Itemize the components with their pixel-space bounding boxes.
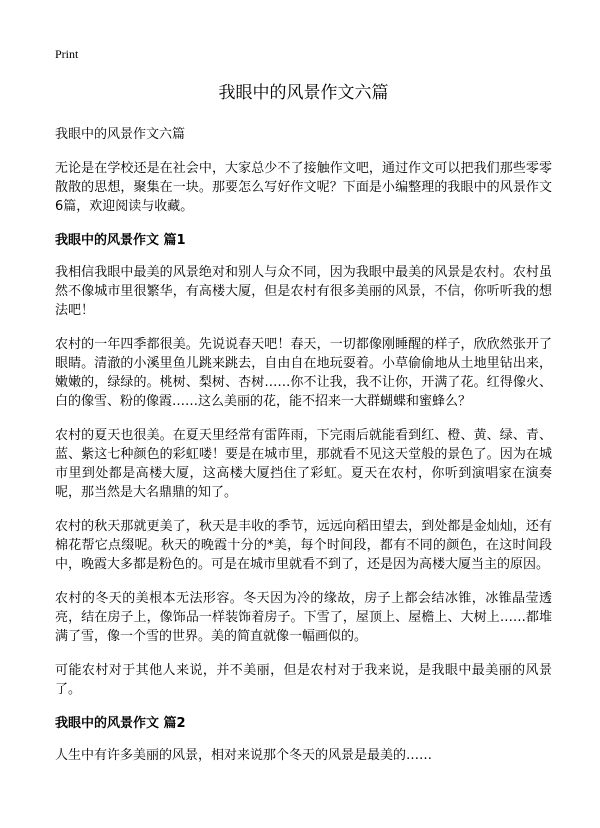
paragraph: 农村的冬天的美根本无法形容。冬天因为冷的缘故，房子上都会结冰锥，冰锥晶莹透亮，结在房子上，像饰品一样装饰着房子。下雪了，屋顶上、屋檐上、大树上……都堆满了雪，像一个雪的世界。美的简直就像一幅画似的。 [55, 591, 552, 644]
paragraph: 农村的夏天也很美。在夏天里经常有雷阵雨，下完雨后就能看到红、橙、黄、绿、青、蓝、紫这七种颜色的彩虹喽！要是在城市里，那就看不见这天堂般的景色了。因为在城市里到处都是高楼大厦，这高楼大厦挡住了彩虹。夏天在农村，你听到演唱家在演奏呢，那当然是大名鼎鼎的知了。 [55, 428, 552, 500]
paragraph: 农村的秋天那就更美了，秋天是丰收的季节，远远向稻田望去，到处都是金灿灿，还有棉花帮它点缀呢。秋天的晚霞十分的*美，每个时间段，都有不同的颜色，在这时间段中，晚霞大多都是粉色的。可是在城市里就看不到了，还是因为高楼大厦当主的原因。 [55, 519, 552, 572]
print-link[interactable]: Print [55, 47, 79, 61]
page-title: 我眼中的风景作文六篇 [218, 83, 389, 103]
section-heading-1: 我眼中的风景作文 篇1 [55, 233, 186, 248]
paragraph: 我相信我眼中最美的风景绝对和别人与众不同，因为我眼中最美的风景是农村。农村虽然不像城市里很繁华，有高楼大厦，但是农村有很多美丽的风景，不信，你听听我的想法吧！ [55, 265, 552, 318]
paragraph: 农村的一年四季都很美。先说说春天吧！春天，一切都像刚睡醒的样子，欣欣然张开了眼睛。清澈的小溪里鱼儿跳来跳去，自由自在地玩耍着。小草偷偷地从土地里钻出来，嫩嫩的，绿绿的。桃树、梨树、杏树……你不让我，我不让你，开满了花。红得像火、白的像雪、粉的像霞……这么美丽的花，能不招来一大群蝴蝶和蜜蜂么？ [55, 337, 552, 409]
section-heading-2: 我眼中的风景作文 篇2 [55, 716, 186, 731]
intro-paragraph: 无论是在学校还是在社会中，大家总少不了接触作文吧，通过作文可以把我们那些零零散散的思想，聚集在一块。那要怎么写好作文呢？下面是小编整理的我眼中的风景作文6篇，欢迎阅读与收藏。 [55, 161, 552, 214]
document-page [55, 78, 552, 780]
paragraph: 可能农村对于其他人来说，并不美丽，但是农村对于我来说，是我眼中最美丽的风景了。 [55, 663, 552, 697]
paragraph: 人生中有许多美丽的风景，相对来说那个冬天的风景是最美的…… [55, 748, 433, 763]
document-subtitle: 我眼中的风景作文六篇 [55, 127, 186, 142]
